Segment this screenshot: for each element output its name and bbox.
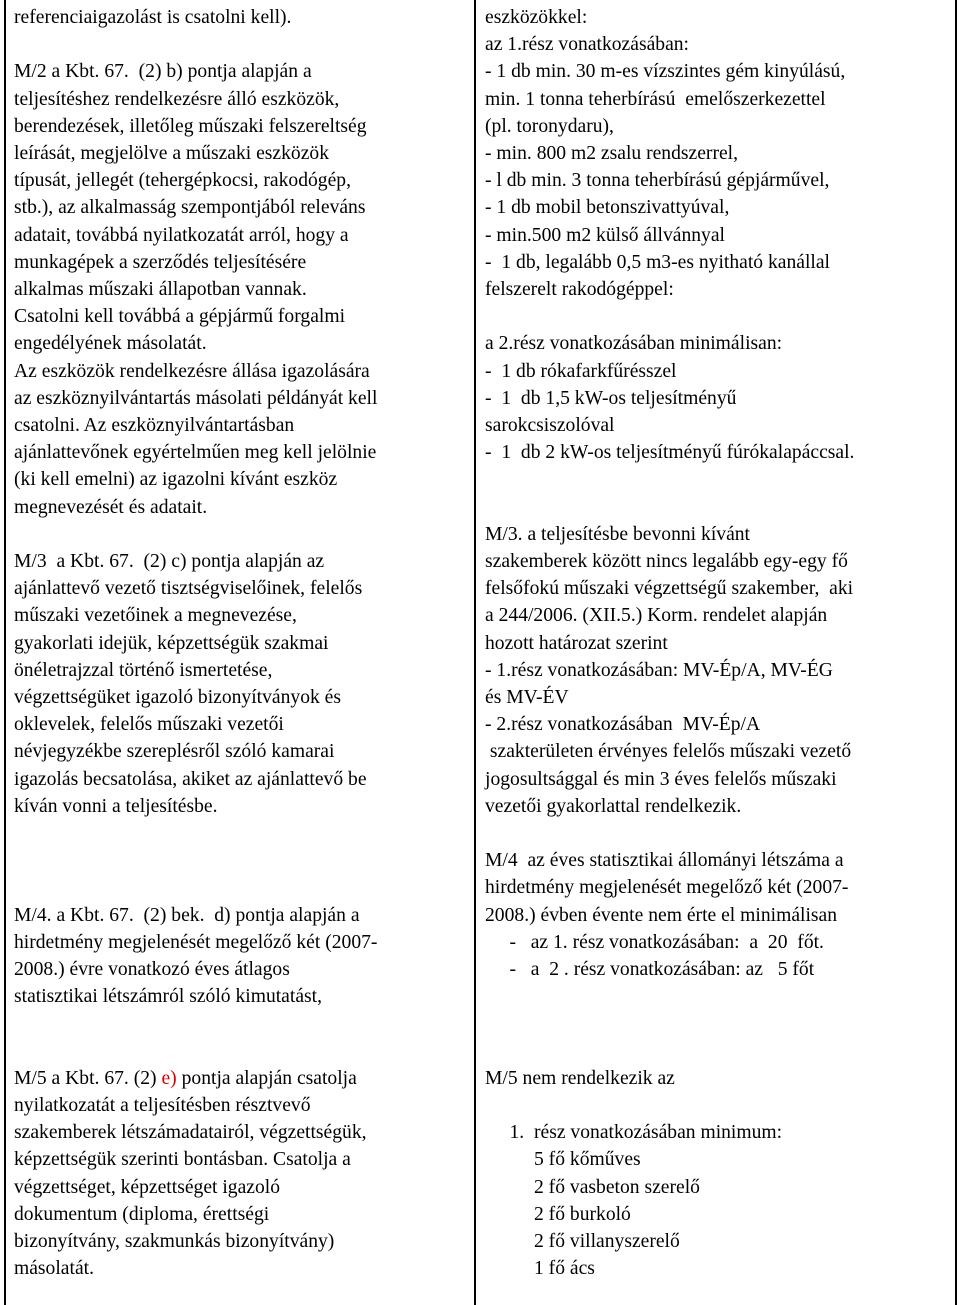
right-text-line: min. 1 tonna teherbírású emelőszerkezettel	[485, 88, 826, 110]
left-text-line: megnevezését és adatait.	[14, 496, 208, 518]
right-text-line: - az 1. rész vonatkozásában: a 20 főt.	[485, 931, 824, 953]
left-text-line: berendezések, illetőleg műszaki felszereltség	[14, 115, 367, 137]
right-text-line: M/4 az éves statisztikai állományi létszáma a	[485, 850, 844, 872]
left-text-line: szakemberek létszámadatairól, végzettségük,	[14, 1122, 367, 1144]
right-text-line: eszközökkel:	[485, 7, 588, 28]
left-text-line: engedélyének másolatát.	[14, 333, 207, 355]
right-text-line: jogosultsággal és min 3 éves felelős műszaki	[485, 768, 837, 790]
right-text-line: 1 fő ács	[485, 1258, 595, 1280]
left-text-line: M/2 a Kbt. 67. (2) b) pontja alapján a	[14, 61, 312, 83]
left-text-line: ajánlattevőnek egyértelműen meg kell jelölnie	[14, 442, 377, 464]
left-text-line: bizonyítvány, szakmunkás bizonyítvány)	[14, 1231, 335, 1252]
left-text-line: referenciaigazolást is csatolni kell).	[14, 7, 292, 28]
right-text-line: - 1 db min. 30 m-es vízszintes gém kinyúlású,	[485, 61, 846, 83]
right-text-line: M/3. a teljesítésbe bevonni kívánt	[485, 523, 751, 545]
left-text-line: műszaki vezetőinek a megnevezése,	[14, 605, 297, 627]
left-text-line: teljesítéshez rendelkezésre álló eszközök,	[14, 88, 340, 110]
left-text-line: képzettségük szerinti bontásban. Csatolja a	[14, 1149, 351, 1171]
left-text-line: munkagépek a szerződés teljesítésére	[14, 251, 307, 273]
left-text-line: adatait, továbbá nyilatkozatát arról, hogy a	[14, 224, 349, 246]
left-text-line: hirdetmény megjelenését megelőző két (2007-	[14, 931, 378, 953]
right-text-line: a 2.rész vonatkozásában minimálisan:	[485, 333, 783, 355]
left-text-line: statisztikai létszámról szóló kimutatást,	[14, 986, 322, 1008]
left-text-line: Csatolni kell továbbá a gépjármű forgalmi	[14, 306, 346, 328]
right-text-line: a 244/2006. (XII.5.) Korm. rendelet alapján	[485, 605, 828, 627]
text-segment: M/5 a Kbt. 67. (2)	[14, 1067, 162, 1089]
left-text-line: az eszköznyilvántartás másolati példányát kell	[14, 387, 378, 409]
right-text-line: felszerelt rakodógéppel:	[485, 279, 674, 300]
right-text-line: - min.500 m2 külső állvánnyal	[485, 224, 725, 246]
left-text-line: másolatát.	[14, 1258, 94, 1280]
left-text-line: Az eszközök rendelkezésre állása igazolására	[14, 360, 370, 382]
table-border-right	[955, 0, 957, 1305]
right-text-line: - 1 db, legalább 0,5 m3-es nyitható kanállal	[485, 251, 830, 273]
right-text-line: 2 fő burkoló	[485, 1203, 631, 1225]
left-text-line: végzettségüket igazoló bizonyítványok és	[14, 687, 342, 708]
left-text-line: kíván vonni a teljesítésbe.	[14, 795, 218, 817]
right-text-line: - l db min. 3 tonna teherbírású gépjárművel,	[485, 170, 830, 192]
right-text-line: 2 fő vasbeton szerelő	[485, 1176, 700, 1198]
left-text-line: (ki kell emelni) az igazolni kívánt eszköz	[14, 469, 338, 491]
right-text-line: - 1 db rókafarkfűrésszel	[485, 360, 677, 382]
left-text-line: végzettséget, képzettséget igazoló	[14, 1176, 281, 1198]
right-text-line: - 1 db mobil betonszivattyúval,	[485, 197, 730, 219]
left-text-line: nyilatkozatát a teljesítésben résztvevő	[14, 1095, 311, 1116]
right-text-line: M/5 nem rendelkezik az	[485, 1067, 675, 1089]
right-text-line: 2 fő villanyszerelő	[485, 1231, 680, 1252]
right-text-line: 1. rész vonatkozásában minimum:	[485, 1122, 783, 1144]
right-text-line: hirdetmény megjelenését megelőző két (2007-	[485, 877, 849, 899]
highlighted-text: e)	[161, 1067, 177, 1089]
left-text-line: dokumentum (diploma, érettségi	[14, 1203, 270, 1225]
left-text-line: önéletrajzzal történő ismertetése,	[14, 659, 273, 681]
left-text-line: típusát, jellegét (tehergépkocsi, rakodógép,	[14, 170, 351, 192]
text-segment: pontja alapján csatolja	[176, 1067, 357, 1089]
right-text-line: az 1.rész vonatkozásában:	[485, 34, 690, 56]
right-text-line: 5 fő kőműves	[485, 1149, 641, 1171]
left-text-line: oklevelek, felelős műszaki vezetői	[14, 714, 284, 736]
left-text-line: alkalmas műszaki állapotban vannak.	[14, 279, 307, 300]
right-text-line: (pl. toronydaru),	[485, 115, 614, 137]
right-text-line: hozott határozat szerint	[485, 632, 668, 654]
right-text-line: és MV-ÉV	[485, 687, 569, 708]
left-text-line: csatolni. Az eszköznyilvántartásban	[14, 415, 295, 436]
right-text-line: szakterületen érvényes felelős műszaki vezető	[485, 741, 852, 763]
right-text-line: - a 2 . rész vonatkozásában: az 5 főt	[485, 959, 815, 980]
left-text-line: gyakorlati idejük, képzettségük szakmai	[14, 632, 329, 654]
left-text-line: igazolás becsatolása, akiket az ajánlattevő be	[14, 768, 367, 790]
right-text-line: felsőfokú műszaki végzettségű szakember, aki	[485, 578, 854, 600]
right-text-line: - 1.rész vonatkozásában: MV-Ép/A, MV-ÉG	[485, 659, 833, 681]
right-text-line: - 2.rész vonatkozásában MV-Ép/A	[485, 714, 761, 736]
right-text-line: - 1 db 1,5 kW-os teljesítményű	[485, 387, 737, 409]
left-text-line: 2008.) évre vonatkozó éves átlagos	[14, 959, 290, 980]
left-text-line: stb.), az alkalmasság szempontjából releváns	[14, 197, 366, 219]
right-text-line: sarokcsiszolóval	[485, 415, 615, 436]
table-column-divider	[474, 0, 476, 1305]
left-text-line: M/3 a Kbt. 67. (2) c) pontja alapján az	[14, 551, 325, 572]
left-text-line	[14, 1065, 357, 1093]
right-text-line: - min. 800 m2 zsalu rendszerrel,	[485, 143, 739, 164]
left-text-line: leírását, megjelölve a műszaki eszközök	[14, 143, 330, 164]
left-text-line: névjegyzékbe szereplésről szóló kamarai	[14, 741, 335, 763]
left-text-line: M/4. a Kbt. 67. (2) bek. d) pontja alapján a	[14, 904, 360, 926]
right-text-line: - 1 db 2 kW-os teljesítményű fúrókalapáccsal.	[485, 442, 855, 464]
left-text-line: ajánlattevő vezető tisztségviselőinek, felelős	[14, 578, 363, 600]
table-border-left	[4, 0, 6, 1305]
right-text-line: 2008.) évben évente nem érte el minimálisan	[485, 904, 838, 926]
right-text-line: szakemberek között nincs legalább egy-egy fő	[485, 551, 848, 572]
right-text-line: vezetői gyakorlattal rendelkezik.	[485, 795, 742, 817]
